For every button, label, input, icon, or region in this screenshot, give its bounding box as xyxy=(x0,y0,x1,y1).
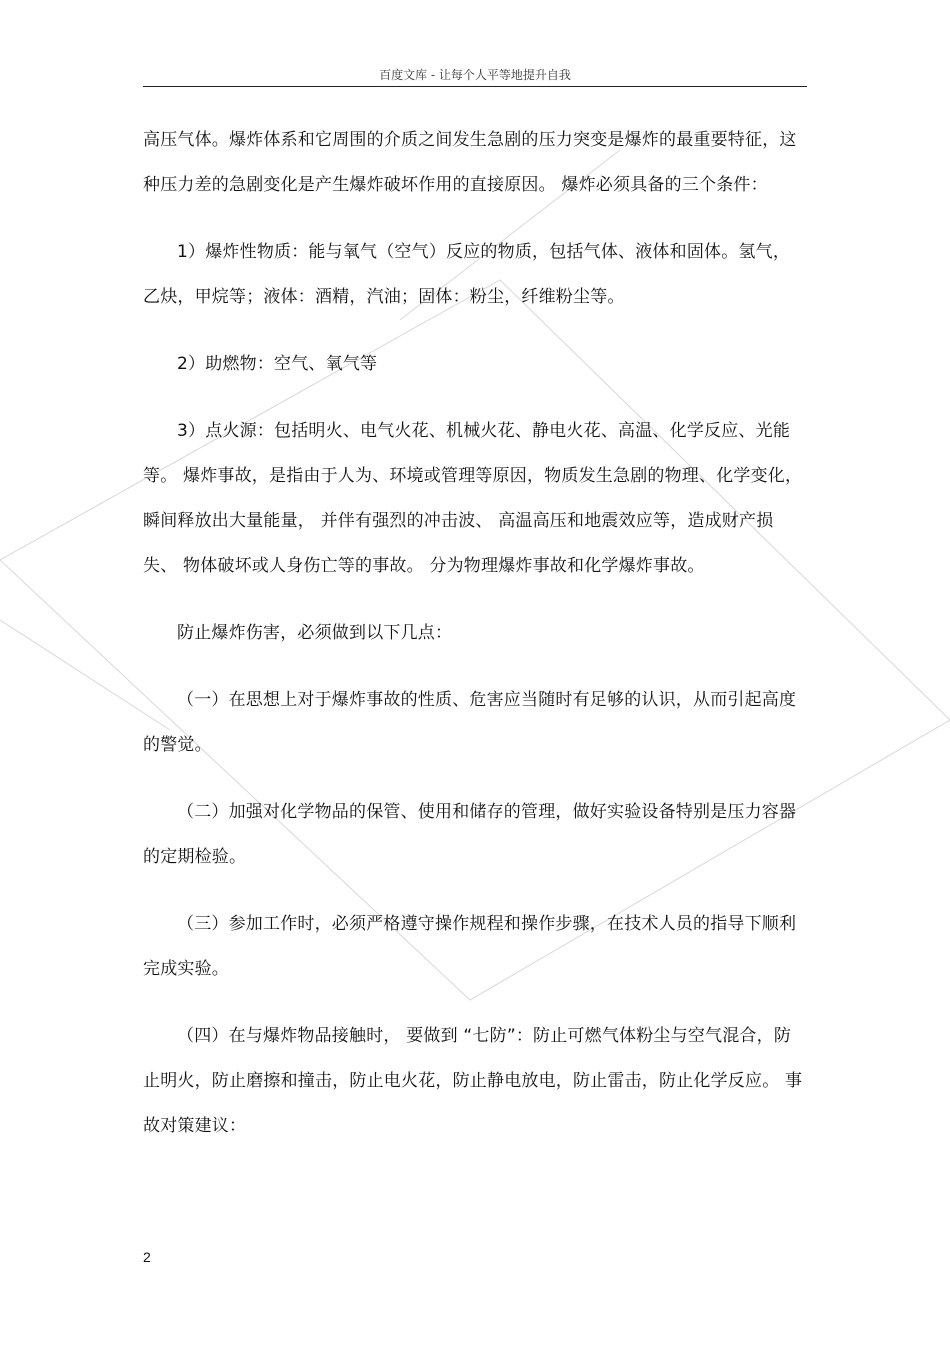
paragraph: 1）爆炸性物质：能与氧气（空气）反应的物质，包括气体、液体和固体。氢气，乙炔，甲烷等；液体：酒精，汽油；固体：粉尘，纤维粉尘等。 xyxy=(143,242,791,307)
page-number: 2 xyxy=(143,1249,151,1265)
page-header: 百度文库 - 让每个人平等地提升自我 xyxy=(379,68,571,82)
paragraph: 防止爆炸伤害，必须做到以下几点： xyxy=(177,623,453,643)
paragraph: （四）在与爆炸物品接触时， 要做到 “七防”：防止可燃气体粉尘与空气混合，防止明火，防止磨擦和撞击，防止电火花，防止静电放电，防止雷击，防止化学反应。 事故对策建议： xyxy=(143,1026,803,1136)
paragraph: （三）参加工作时，必须严格遵守操作规程和操作步骤，在技术人员的指导下顺利完成实验。 xyxy=(143,914,797,979)
paragraph: 2）助燃物：空气、氧气等 xyxy=(177,354,378,374)
paragraph: 高压气体。爆炸体系和它周围的介质之间发生急剧的压力突变是爆炸的最重要特征，这种压力差的急剧变化是产生爆炸破坏作用的直接原因。 爆炸必须具备的三个条件： xyxy=(143,130,797,195)
paragraph: 3）点火源：包括明火、电气火花、机械火花、静电火花、高温、化学反应、光能等。 爆炸事故，是指由于人为、环境或管理等原因，物质发生急剧的物理、化学变化，瞬间释放出大量能量， 并伴有强烈的冲击波、 高温高压和地震效应等，造成财产损失、 物体破坏或人身伤亡等的事故。 分为物理爆炸事故和化学爆炸事故。 xyxy=(143,421,803,576)
paragraph: （一）在思想上对于爆炸事故的性质、危害应当随时有足够的认识，从而引起高度的警觉。 xyxy=(143,690,797,755)
document-body xyxy=(143,118,807,1149)
paragraph: （二）加强对化学物品的保管、使用和储存的管理，做好实验设备特别是压力容器的定期检验。 xyxy=(143,802,797,867)
header-divider xyxy=(143,86,807,87)
